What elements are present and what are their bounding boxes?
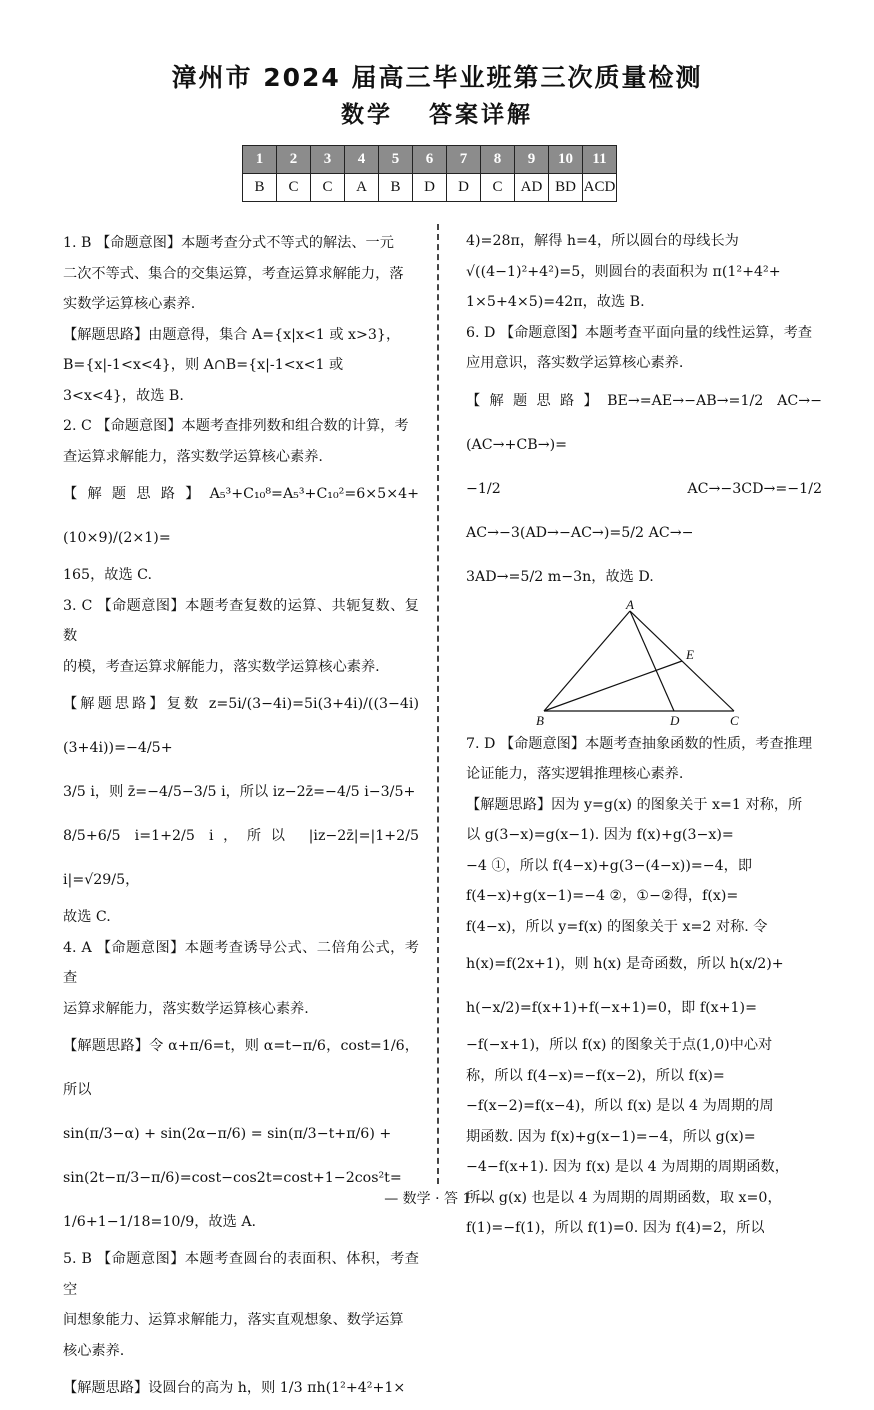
text-line: 所以 g(x) 也是以 4 为周期的周期函数，取 x=0， xyxy=(466,1189,782,1206)
subject-label: 数学 xyxy=(341,102,393,128)
text-line: f(4−x)+g(x−1)=−4 ②，①−②得，f(x)= xyxy=(466,888,739,904)
text-line: 核心素养. xyxy=(63,1342,125,1359)
document-title: 漳州市 2024 届高三毕业班第三次质量检测 xyxy=(171,63,703,92)
text-line: sin(2t−π/3−π/6)=cost−cos2t=cost+1−2cos²t= xyxy=(63,1170,402,1186)
vertex-label-b: B xyxy=(536,712,544,728)
question-number: 4 xyxy=(345,146,379,174)
triangle-diagram xyxy=(466,599,822,729)
page-footer: — 数学 · 答 1 — xyxy=(384,1191,490,1207)
text-line: 1×5+4×5)=42π，故选 B. xyxy=(466,294,645,310)
text-line: 应用意识，落实数学运算核心素养. xyxy=(466,355,684,371)
text-line: 8/5+6/5 i=1+2/5 i，所以 |iz−2z̄|=|1+2/5 i|=√29/5， xyxy=(63,828,419,888)
question-number: 8 xyxy=(481,146,515,174)
answer-cell: ACD xyxy=(583,174,617,202)
text-line: 6. D 【命题意图】本题考查平面向量的线性运算，考查 xyxy=(466,324,813,341)
answer-cell: C xyxy=(277,174,311,202)
text-line: f(4−x)，所以 y=f(x) 的图象关于 x=2 对称. 令 xyxy=(466,918,768,935)
answer-cell: D xyxy=(413,174,447,202)
text-line: 3<x<4}，故选 B. xyxy=(63,387,184,404)
text-line: 4. A 【命题意图】本题考查诱导公式、二倍角公式，考查 xyxy=(63,939,419,986)
text-line: 运算求解能力，落实数学运算核心素养. xyxy=(63,1000,309,1017)
text-line: 5. B 【命题意图】本题考查圆台的表面积、体积，考查空 xyxy=(63,1251,419,1298)
text-line: −1/2 AC→−3CD→=−1/2 AC→−3(AD→−AC→)=5/2 AC→− xyxy=(466,480,822,541)
column-divider xyxy=(437,224,439,1184)
text-line: −f(x−2)=f(x−4)，所以 f(x) 是以 4 为周期的周 xyxy=(466,1098,774,1114)
text-line: 称，所以 f(4−x)=−f(x−2)，所以 f(x)= xyxy=(466,1067,725,1084)
question-number: 6 xyxy=(413,146,447,174)
text-line: f(1)=−f(1)，所以 f(1)=0. 因为 f(4)=2，所以 xyxy=(466,1220,765,1236)
doc-type-label: 答案详解 xyxy=(429,102,533,128)
question-number: 11 xyxy=(583,146,617,174)
vertex-label-d: D xyxy=(670,712,680,728)
segment-ad xyxy=(630,611,674,711)
text-line: 3AD→=5/2 m−3n，故选 D. xyxy=(466,568,654,585)
question-number: 7 xyxy=(447,146,481,174)
text-line: 3. C 【命题意图】本题考查复数的运算、共轭复数、复数 xyxy=(63,597,419,644)
text-line: √((4−1)²+4²)=5，则圆台的表面积为 π(1²+4²+ xyxy=(466,263,781,280)
answer-cell: B xyxy=(379,174,413,202)
text-line: 【解题思路】令 α+π/6=t，则 α=t−π/6，cost=1/6，所以 xyxy=(63,1038,419,1098)
text-line: sin(π/3−α) + sin(2α−π/6) = sin(π/3−t+π/6) + xyxy=(63,1126,392,1142)
segment-be xyxy=(544,661,682,711)
right-column xyxy=(466,226,822,1244)
answer-key-table xyxy=(242,145,617,202)
question-number: 1 xyxy=(243,146,277,174)
text-line: 3/5 i，则 z̄=−4/5−3/5 i，所以 iz−2z̄=−4/5 i−3/5+ xyxy=(63,784,416,800)
text-line: −4−f(x+1). 因为 f(x) 是以 4 为周期的周期函数， xyxy=(466,1159,789,1175)
document-subtitle xyxy=(0,96,874,129)
text-line: 实数学运算核心素养. xyxy=(63,296,196,312)
answer-cell: C xyxy=(311,174,345,202)
text-line: −4 ①，所以 f(4−x)+g(3−(4−x))=−4，即 xyxy=(466,857,753,874)
question-number: 9 xyxy=(515,146,549,174)
text-line: 【解题思路】因为 y=g(x) 的图象关于 x=1 对称，所 xyxy=(466,796,803,813)
vertex-label-a: A xyxy=(626,598,634,612)
vertex-label-c: C xyxy=(730,712,739,728)
answer-cell: D xyxy=(447,174,481,202)
text-line: 4)=28π，解得 h=4，所以圆台的母线长为 xyxy=(466,233,739,249)
question-number: 3 xyxy=(311,146,345,174)
text-line: 7. D 【命题意图】本题考查抽象函数的性质，考查推理 xyxy=(466,735,813,752)
triangle-figure xyxy=(466,599,822,729)
text-line: 165，故选 C. xyxy=(63,567,153,583)
text-line: 1. B 【命题意图】本题考查分式不等式的解法、一元 xyxy=(63,235,394,251)
text-line: 2. C 【命题意图】本题考查排列数和组合数的计算，考 xyxy=(63,418,409,434)
text-line: −f(−x+1)，所以 f(x) 的图象关于点(1,0)中心对 xyxy=(466,1037,773,1053)
answer-cell: AD xyxy=(515,174,549,202)
answer-key-question-row xyxy=(243,146,617,174)
question-number: 10 xyxy=(549,146,583,174)
text-line: 二次不等式、集合的交集运算，考查运算求解能力，落 xyxy=(63,265,404,282)
text-line: 论证能力，落实逻辑推理核心素养. xyxy=(466,766,684,782)
text-line: h(x)=f(2x+1)，则 h(x) 是奇函数，所以 h(x/2)+ xyxy=(466,956,784,972)
text-line: 【解题思路】BE→=AE→−AB→=1/2 AC→−(AC→+CB→)= xyxy=(466,392,822,453)
text-line: 查运算求解能力，落实数学运算核心素养. xyxy=(63,448,323,465)
text-line: 以 g(3−x)=g(x−1). 因为 f(x)+g(3−x)= xyxy=(466,827,734,843)
text-line: h(−x/2)=f(x+1)+f(−x+1)=0，即 f(x+1)= xyxy=(466,1000,757,1016)
text-line: 【解题思路】A₅³+C₁₀⁸=A₅³+C₁₀²=6×5×4+(10×9)/(2×1)= xyxy=(63,486,419,546)
text-line: 【解题思路】设圆台的高为 h，则 1/3 πh(1²+4²+1× xyxy=(63,1380,406,1396)
left-column xyxy=(63,228,419,1410)
text-line: 1/6+1−1/18=10/9，故选 A. xyxy=(63,1214,257,1230)
text-line: 期函数. 因为 f(x)+g(x−1)=−4，所以 g(x)= xyxy=(466,1128,756,1145)
answer-cell: BD xyxy=(549,174,583,202)
answer-cell: B xyxy=(243,174,277,202)
text-line: 【解题思路】复数 z=5i/(3−4i)=5i(3+4i)/((3−4i)(3+4i))=−4/5+ xyxy=(63,696,419,756)
text-line: B={x|-1<x<4}，则 A∩B={x|-1<x<1 或 xyxy=(63,357,344,373)
vertex-label-e: E xyxy=(686,646,694,662)
question-number: 2 xyxy=(277,146,311,174)
text-line: 间想象能力、运算求解能力，落实直观想象、数学运算 xyxy=(63,1312,404,1328)
text-line: 故选 C. xyxy=(63,909,111,925)
text-line: 的模，考查运算求解能力，落实数学运算核心素养. xyxy=(63,658,380,675)
answer-key-answer-row xyxy=(243,174,617,202)
answer-cell: A xyxy=(345,174,379,202)
text-line: 【解题思路】由题意得，集合 A={x|x<1 或 x>3}， xyxy=(63,326,401,343)
question-number: 5 xyxy=(379,146,413,174)
answer-cell: C xyxy=(481,174,515,202)
